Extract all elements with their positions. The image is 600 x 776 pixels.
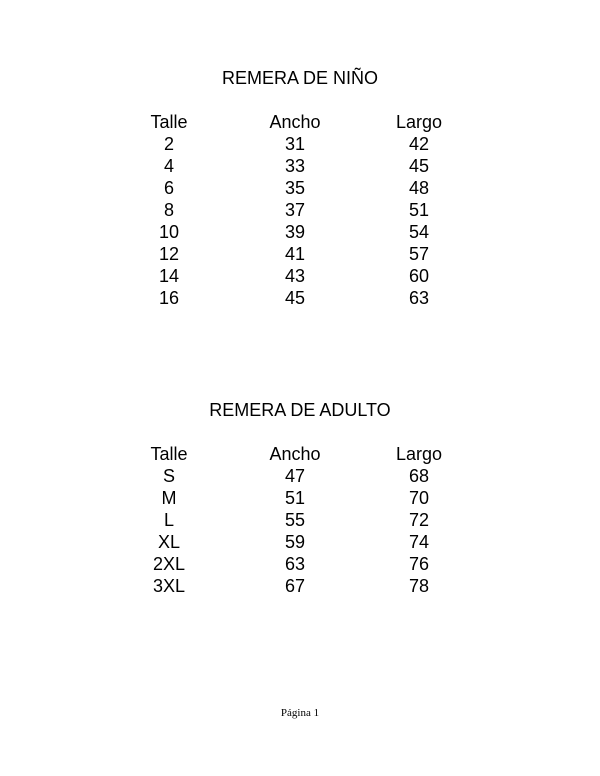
cell-largo: 63 xyxy=(408,288,430,308)
cell-ancho: 39 xyxy=(284,222,306,242)
page-number: Página 1 xyxy=(280,707,320,719)
cell-talle: M xyxy=(161,488,177,508)
table-row xyxy=(0,553,600,575)
cell-talle: 14 xyxy=(158,266,180,286)
table-row xyxy=(0,155,600,177)
cell-ancho: 63 xyxy=(284,554,306,574)
cell-ancho: 59 xyxy=(284,532,306,552)
table-row xyxy=(0,531,600,553)
table-row xyxy=(0,509,600,531)
cell-largo: 70 xyxy=(408,488,430,508)
section-title-adulto: REMERA DE ADULTO xyxy=(209,400,391,420)
table-header-row xyxy=(0,443,600,465)
column-header-largo: Largo xyxy=(395,444,443,464)
cell-talle: 16 xyxy=(158,288,180,308)
cell-largo: 42 xyxy=(408,134,430,154)
cell-ancho: 41 xyxy=(284,244,306,264)
cell-largo: 48 xyxy=(408,178,430,198)
cell-talle: 12 xyxy=(158,244,180,264)
cell-ancho: 43 xyxy=(284,266,306,286)
cell-talle: 10 xyxy=(158,222,180,242)
cell-largo: 51 xyxy=(408,200,430,220)
cell-largo: 60 xyxy=(408,266,430,286)
table-row xyxy=(0,133,600,155)
size-table-nino xyxy=(0,111,600,309)
cell-ancho: 55 xyxy=(284,510,306,530)
cell-largo: 45 xyxy=(408,156,430,176)
table-row xyxy=(0,287,600,309)
cell-talle: 3XL xyxy=(152,576,186,596)
cell-talle: 4 xyxy=(163,156,174,176)
cell-talle: 6 xyxy=(163,178,174,198)
cell-talle: 2XL xyxy=(152,554,186,574)
column-header-largo: Largo xyxy=(395,112,443,132)
cell-ancho: 33 xyxy=(284,156,306,176)
cell-largo: 68 xyxy=(408,466,430,486)
cell-talle: XL xyxy=(157,532,181,552)
column-header-talle: Talle xyxy=(150,112,188,132)
cell-largo: 78 xyxy=(408,576,430,596)
cell-ancho: 51 xyxy=(284,488,306,508)
table-row xyxy=(0,221,600,243)
cell-largo: 72 xyxy=(408,510,430,530)
cell-talle: L xyxy=(163,510,174,530)
cell-ancho: 45 xyxy=(284,288,306,308)
cell-ancho: 37 xyxy=(284,200,306,220)
table-row xyxy=(0,575,600,597)
cell-talle: 8 xyxy=(163,200,174,220)
cell-ancho: 47 xyxy=(284,466,306,486)
column-header-talle: Talle xyxy=(150,444,188,464)
cell-ancho: 31 xyxy=(284,134,306,154)
cell-largo: 74 xyxy=(408,532,430,552)
column-header-ancho: Ancho xyxy=(269,112,321,132)
cell-ancho: 67 xyxy=(284,576,306,596)
table-row xyxy=(0,487,600,509)
cell-talle: 2 xyxy=(163,134,174,154)
cell-largo: 54 xyxy=(408,222,430,242)
table-row xyxy=(0,243,600,265)
cell-talle: S xyxy=(162,466,175,486)
table-row xyxy=(0,177,600,199)
table-row xyxy=(0,465,600,487)
cell-largo: 76 xyxy=(408,554,430,574)
cell-ancho: 35 xyxy=(284,178,306,198)
table-header-row xyxy=(0,111,600,133)
table-row xyxy=(0,265,600,287)
size-table-adulto xyxy=(0,443,600,597)
cell-largo: 57 xyxy=(408,244,430,264)
section-title-nino: REMERA DE NIÑO xyxy=(221,68,379,88)
table-row xyxy=(0,199,600,221)
column-header-ancho: Ancho xyxy=(269,444,321,464)
